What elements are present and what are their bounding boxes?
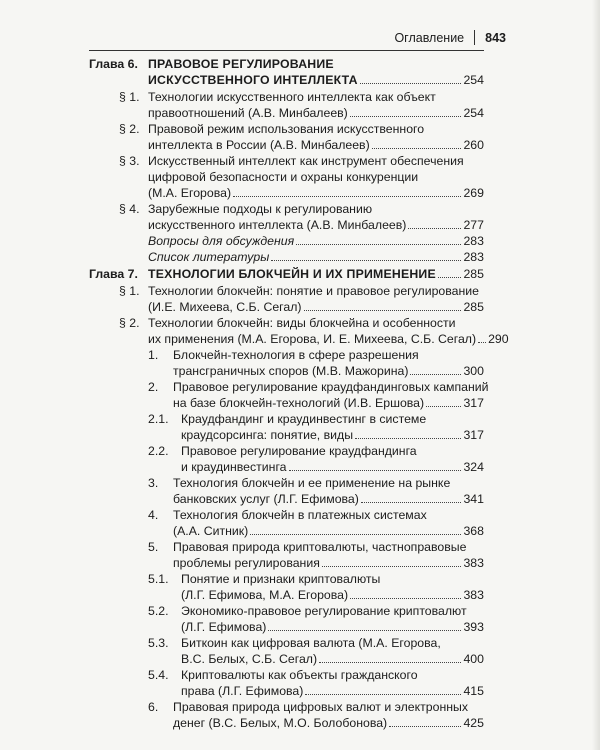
toc-page-number: 317	[463, 395, 484, 410]
toc-entry[interactable]	[181, 668, 484, 700]
toc-entry-title-line: Биткоин как цифровая валюта (М.А. Егорова,	[181, 636, 441, 650]
toc-page-number: 290	[488, 331, 509, 346]
toc-entry-title-line: трансграничных споров (М.В. Мажорина)	[173, 363, 409, 378]
toc-entry-title-line: краудсорсинга: понятие, виды	[181, 427, 354, 442]
toc-entry[interactable]	[181, 604, 484, 636]
toc-entry-number: Глава 7.	[89, 267, 138, 281]
toc-entry-title-line: Технология блокчейн и ее применение на рынке	[173, 476, 451, 490]
toc-entry-number: 5.1.	[148, 572, 169, 586]
toc-entry-number: Глава 6.	[89, 57, 138, 71]
toc-page-number: 285	[463, 299, 484, 314]
toc-page-number: 324	[463, 459, 484, 474]
toc-entry-title-line: Технология блокчейн в платежных системах	[173, 508, 427, 522]
toc-entry[interactable]	[148, 316, 509, 348]
dot-leader	[389, 726, 461, 727]
toc-page-number: 254	[463, 72, 484, 87]
dot-leader	[304, 310, 462, 311]
toc-entry-title-line: Правовой режим использования искусственного	[148, 122, 425, 136]
dot-leader	[305, 694, 461, 695]
toc-entry-title-line: Технологии блокчейн: понятие и правовое регулирование	[148, 284, 479, 298]
toc-entry-number: 3.	[148, 476, 159, 490]
toc-entry-title-line: Краудфандинг и краудинвестинг в системе	[181, 412, 427, 426]
toc-entry-title-line: интеллекта в России (А.В. Минбалеев)	[148, 137, 370, 152]
dot-leader	[478, 342, 486, 343]
toc-page-number: 300	[463, 363, 484, 378]
toc-entry[interactable]	[148, 154, 484, 201]
page-binding-shadow	[592, 0, 600, 750]
toc-page-number: 269	[463, 185, 484, 200]
toc-entry-title-line: Зарубежные подходы к регулированию	[148, 202, 373, 216]
toc-entry[interactable]	[148, 250, 484, 266]
toc-entry-title-line: Криптовалюты как объекты гражданского	[181, 668, 418, 682]
toc-entry-title-line: проблемы регулирования	[173, 555, 320, 570]
toc-entry-title-line: Искусственный интеллект как инструмент обеспечения	[148, 154, 464, 168]
dot-leader	[372, 148, 462, 149]
toc-entry-title-line: Правовая природа цифровых валют и электронных	[173, 700, 469, 714]
dot-leader	[350, 116, 462, 117]
toc-entry[interactable]	[148, 284, 484, 316]
dot-leader	[289, 470, 462, 471]
toc-entry-title-line: Правовое регулирование краудфандинга	[181, 444, 417, 458]
toc-page-number: 368	[463, 523, 484, 538]
dot-leader	[438, 277, 462, 278]
toc-entry-number: § 2.	[119, 316, 140, 330]
toc-entry-title-line: и краудинвестинга	[181, 459, 287, 474]
toc-entry-title-line: ПРАВОВОЕ РЕГУЛИРОВАНИЕ	[148, 57, 334, 71]
toc-entry[interactable]	[148, 234, 484, 250]
toc-entry[interactable]	[181, 412, 484, 444]
toc-entry-number: § 1.	[119, 284, 140, 298]
toc-entry-title-line: банковских услуг (Л.Г. Ефимова)	[173, 491, 359, 506]
toc-entry-title-line: Правовое регулирование краудфандинговых кампаний	[173, 380, 489, 394]
toc-entry[interactable]	[181, 636, 484, 668]
dot-leader	[322, 566, 462, 567]
toc-entry-title-line: Понятие и признаки криптовалюты	[181, 572, 381, 586]
toc-entry[interactable]	[181, 572, 484, 604]
toc-entry-number: 6.	[148, 700, 159, 714]
toc-entry-title-line: В.С. Белых, С.Б. Сегал)	[181, 651, 318, 666]
running-header	[394, 30, 506, 45]
toc-page-number: 317	[463, 427, 484, 442]
toc-entry-number: 5.2.	[148, 604, 169, 618]
dot-leader	[426, 406, 461, 407]
toc-entry-number: 4.	[148, 508, 159, 522]
toc-page-number: 425	[463, 715, 484, 730]
toc-entry-title-line: права (Л.Г. Ефимова)	[181, 683, 304, 698]
toc-entry-title-line: (М.А. Егорова)	[148, 185, 232, 200]
toc-page-number: 341	[463, 491, 484, 506]
dot-leader	[408, 228, 461, 229]
toc-page-number: 383	[463, 587, 484, 602]
toc-page-number: 260	[463, 137, 484, 152]
toc-entry-title-line: Список литературы	[148, 250, 270, 264]
toc-entry-title-line: Блокчейн-технология в сфере разрешения	[173, 348, 419, 362]
toc-page-number: 285	[463, 267, 484, 281]
toc-entry-number: § 2.	[119, 122, 140, 136]
toc-entry-title-line: (А.А. Ситник)	[173, 523, 249, 538]
toc-entry[interactable]	[173, 508, 484, 540]
toc-chapter-entry[interactable]	[148, 57, 484, 89]
toc-entry[interactable]	[173, 476, 484, 508]
dot-leader	[319, 662, 461, 663]
toc-entry[interactable]	[148, 90, 484, 122]
toc-entry-number: 5.	[148, 540, 159, 554]
toc-entry-title-line: на базе блокчейн-технологий (И.В. Ершова)	[173, 395, 425, 410]
toc-entry-title-line: денег (В.С. Белых, М.О. Болобонова)	[173, 715, 388, 730]
dot-leader	[361, 502, 462, 503]
toc-entry-number: 1.	[148, 348, 159, 362]
toc-entry-title-line: Правовая природа криптовалюты, частноправовые	[173, 540, 467, 554]
toc-entry-title-line: Вопросы для обсуждения	[148, 234, 295, 248]
toc-entry-title-line: правоотношений (А.В. Минбалеев)	[148, 105, 348, 120]
toc-page-number: 283	[463, 234, 484, 248]
toc-entry-title-line: Технологии искусственного интеллекта как объект	[148, 90, 436, 104]
toc-entry-title-line: искусственного интеллекта (А.В. Минбалеев)	[148, 217, 407, 232]
header-rule	[89, 50, 484, 51]
toc-entry-title-line: Технологии блокчейн: виды блокчейна и особенности	[148, 316, 456, 330]
toc-entry-number: 2.2.	[148, 444, 169, 458]
toc-entry-number: 2.1.	[148, 412, 169, 426]
header-page-number: 843	[485, 30, 506, 45]
toc-page-number: 393	[463, 619, 484, 634]
toc-entry-number: 2.	[148, 380, 159, 394]
toc-entry[interactable]	[181, 444, 484, 476]
toc-page-number: 283	[463, 250, 484, 264]
toc-entry-title-line: цифровой безопасности и охраны конкуренции	[148, 169, 419, 184]
header-separator	[474, 30, 475, 45]
toc-entry-number: § 4.	[119, 202, 140, 216]
toc-page-number: 254	[463, 105, 484, 120]
toc-entry-title-line: ТЕХНОЛОГИИ БЛОКЧЕЙН И ИХ ПРИМЕНЕНИЕ	[148, 267, 436, 281]
toc-entry-number: § 3.	[119, 154, 140, 168]
header-section-title: Оглавление	[394, 30, 465, 45]
toc-entry[interactable]	[173, 700, 484, 732]
toc-entry[interactable]	[173, 380, 489, 412]
dot-leader	[233, 196, 461, 197]
toc-entry[interactable]	[173, 540, 484, 572]
toc-entry[interactable]	[148, 202, 484, 234]
toc-entry-title-line: Экономико-правовое регулирование криптовалют	[181, 604, 467, 618]
toc-entry-title-line: их применения (М.А. Егорова, И. Е. Михеева, С.Б. Сегал)	[148, 331, 477, 346]
toc-entry[interactable]	[173, 348, 484, 380]
toc-page-number: 277	[463, 217, 484, 232]
toc-entry-number: 5.3.	[148, 636, 169, 650]
dot-leader	[250, 534, 461, 535]
toc-chapter-entry[interactable]	[148, 267, 484, 283]
toc-entry-title-line: ИСКУССТВЕННОГО ИНТЕЛЛЕКТА	[148, 72, 358, 87]
dot-leader	[355, 438, 461, 439]
toc-page-number: 400	[463, 651, 484, 666]
toc-entry[interactable]	[148, 122, 484, 154]
toc-entry-title-line: (И.Е. Михеева, С.Б. Сегал)	[148, 299, 302, 314]
toc-page-number: 383	[463, 555, 484, 570]
toc-entry-number: § 1.	[119, 90, 140, 104]
dot-leader	[271, 260, 461, 261]
toc-page-number: 415	[463, 683, 484, 698]
dot-leader	[296, 244, 461, 245]
toc-entry-title-line: (Л.Г. Ефимова, М.А. Егорова)	[181, 587, 349, 602]
toc-entry-number: 5.4.	[148, 668, 169, 682]
dot-leader	[350, 598, 461, 599]
toc-entry-title-line: (Л.Г. Ефимова)	[181, 619, 267, 634]
dot-leader	[410, 374, 461, 375]
dot-leader	[360, 83, 462, 84]
dot-leader	[268, 630, 461, 631]
